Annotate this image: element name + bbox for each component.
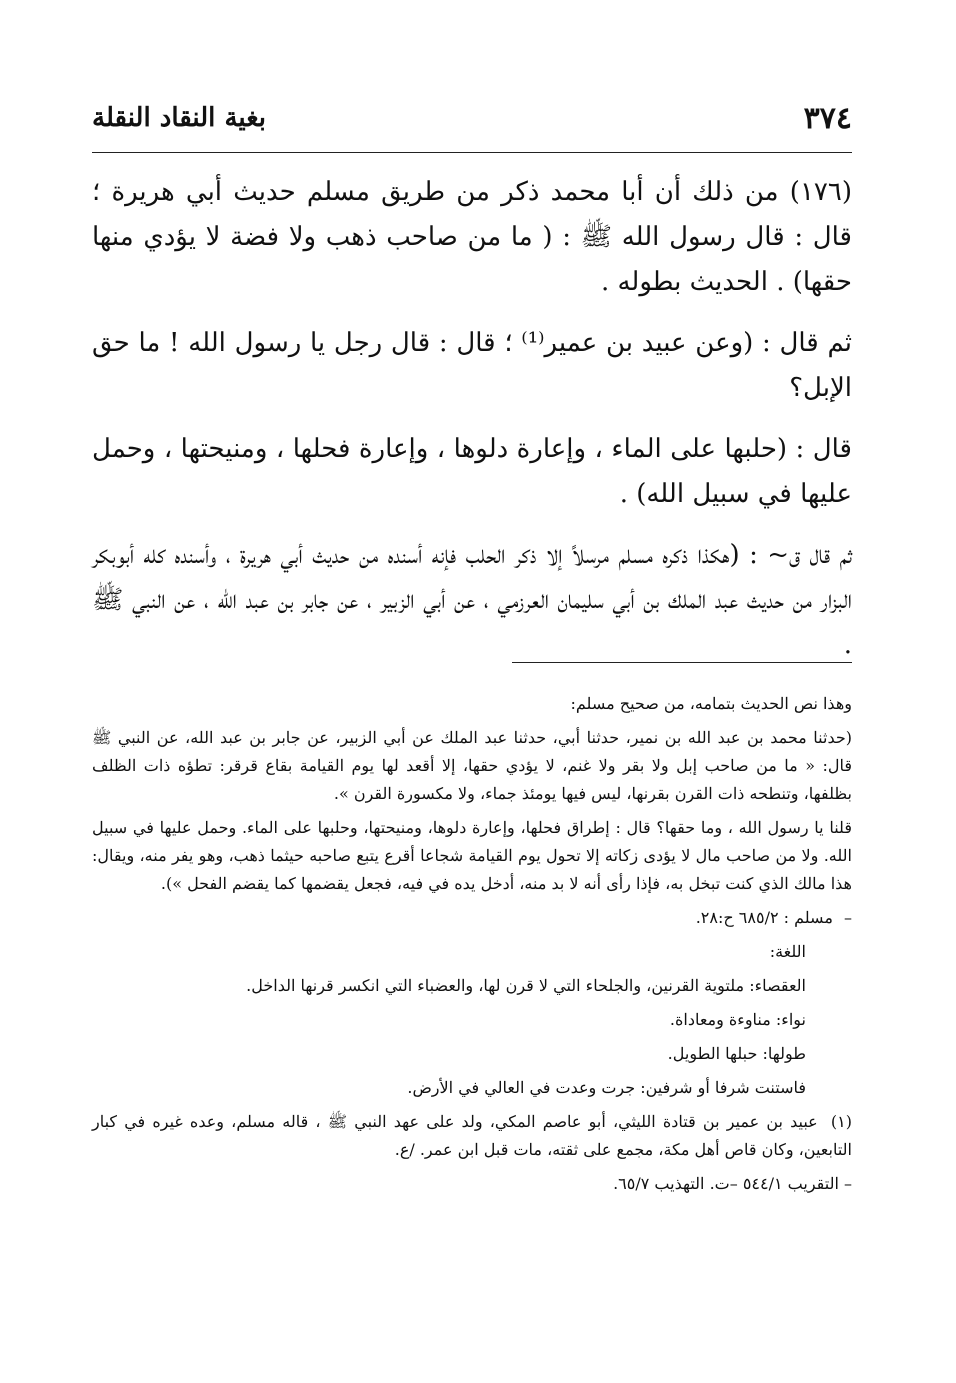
note-hadith-text-1: (حدثنا محمد بن عبد الله بن نمير، حدثنا أبي، حدثنا عبد الملك عن أبي الزبير، عن جابر بن عبد الله، عن النبي ﷺ قال: « ما من صاحب إبل ولا بقر ولا غنم، لا يؤدي حقها، إلا أقعد لها يوم القيامة بقاع قرقر: تطؤه ذات الظلف بظلفها، وتنطحه ذات القرن بقرنها، ليس فيها يومئذ جماء، ولا مكسورة القرن ». <box>92 728 852 803</box>
note-source <box>92 904 852 932</box>
footnote-mark: (١) <box>830 1112 852 1131</box>
note-lugha-title: اللغة: <box>769 942 806 961</box>
vocab-item: نواء: مناوءة ومعاداة. <box>669 1010 806 1029</box>
note-hadith-text-2: قلنا يا رسول الله ، وما حقها؟ قال : إطراق فحلها، وإعارة دلوها، ومنيحتها، وحلبها على الماء. وحمل عليها في سبيل الله. ولا من صاحب مال لا يؤدى زكاته إلا تحول يوم القيامة شجاعا أقرع يتبع صاحبه حيثما ذهب، وهو يفر منه، ويقال: هذا مالك الذي كنت تبخل به، فإذا رأى أنه لا بد منه، أدخل يده في فيه، فجعل يقضمها كما يقضم الفحل »). <box>92 818 852 893</box>
page-header <box>92 96 852 140</box>
footnote-text: عبيد بن عمير بن قتادة الليثي، أبو عاصم المكي، ولد على عهد النبي ﷺ ، قاله مسلم، وعده غيره في كبار التابعين، وكان قاص أهل مكة، مجمع على ثقته، مات قبل ابن عمر. /ع. <box>92 1112 852 1159</box>
main-text <box>92 170 852 684</box>
footnote-1 <box>92 1108 852 1164</box>
book-title: بغية النقاد النقلة <box>92 103 267 133</box>
source-dash: – <box>844 908 852 927</box>
footnotes <box>92 690 852 1204</box>
paragraph-hadith-176: (١٧٦) من ذلك أن أبا محمد ذكر من طريق مسلم حديث أبي هريرة ؛ قال : قال رسول الله ﷺ : ( ما من صاحب ذهب ولا فضة لا يؤدي منها حقها) . الحديث بطوله . <box>92 177 852 297</box>
vocab-item: طولها: حبلها الطويل. <box>667 1044 806 1063</box>
paragraph-comment: ثم قال ق~ : (هكذا ذكره مسلم مرسلاً إلا ذكر الحلب فإنه أسنده من حديث أبي هريرة ، وأسنده كله أبوبكر البزار من حديث عبد الملك بن أبي سليمان العرزمي ، عن أبي الزبير ، عن جابر بن عبد الله ، عن النبي ﷺ . <box>92 540 852 660</box>
note-intro: وهذا نص الحديث بتمامه، من صحيح مسلم: <box>570 694 852 713</box>
paragraph-answer: قال : (حلبها على الماء ، وإعارة دلوها ، وإعارة فحلها ، ومنيحتها ، وحمل عليها في سبيل الله) . <box>92 434 852 509</box>
page-number: ٣٧٤ <box>803 100 852 136</box>
footnote-divider <box>512 662 852 663</box>
footnote-reference: – التقريب ٥٤٤/١ –ت. التهذيب ٦٥/٧. <box>613 1174 852 1193</box>
source-reference: مسلم : ٦٨٥/٢ ح:٢٨. <box>695 908 833 927</box>
vocab-item: العقصاء: ملتوية القرنين، والجلحاء التي لا قرن لها، والعضباء التي انكسر قرنها الداخل. <box>246 976 806 995</box>
header-divider <box>92 152 852 153</box>
vocab-item: فاستنت شرفا أو شرفين: جرت وعدت في العالي في الأرض. <box>407 1078 806 1097</box>
paragraph-ubaid-question: ثم قال : (وعن عبيد بن عمير⁽¹⁾ ؛ قال : قال رجل يا رسول الله ! ما حق الإبل؟ <box>92 328 852 403</box>
